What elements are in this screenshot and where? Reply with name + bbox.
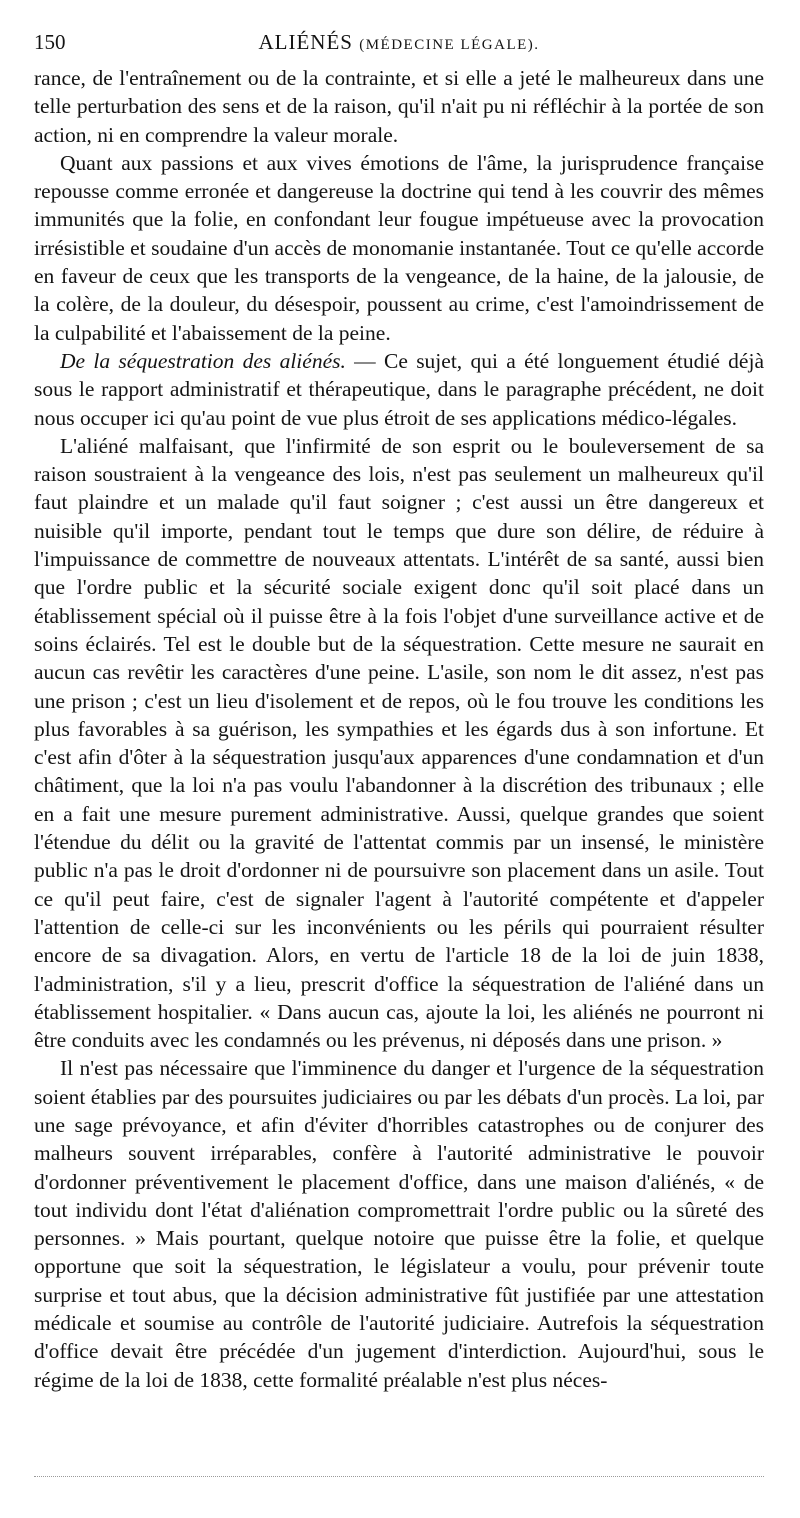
body-text [34,64,764,1394]
paragraph-passions: Quant aux passions et aux vives émotions de l'âme, la jurisprudence française repousse comme erronée et dangereuse la doctrine qui tend à les couvrir des mêmes immunités que la folie, en confondant leur fougue impétueuse avec la provocation irrésistible et soudaine d'un accès de monomanie instantanée. Tout ce qu'elle accorde en faveur de ceux que les transports de la vengeance, de la haine, de la jalousie, de la colère, de la douleur, du désespoir, poussent au crime, c'est l'amoindrissement de la culpabilité et l'abaissement de la peine. [34,150,764,345]
paragraph-urgence: Il n'est pas nécessaire que l'imminence du danger et l'urgence de la séquestration soient établies par des poursuites judiciaires ou par les débats d'un procès. La loi, par une sage prévoyance, et afin d'éviter d'horribles catastrophes ou de conjurer des malheurs souvent irréparables, confère à l'autorité administrative le pouvoir d'ordonner préventivement le placement d'office, dans une maison d'aliénés, « de tout individu dont l'état d'aliénation compromettrait l'ordre public ou la sûreté des personnes. » Mais pourtant, quelque notoire que puisse être la folie, et quelque opportune que soit la séquestration, le législateur a voulu, pour prévenir toute surprise et tout abus, que la décision administrative fût justifiée par une attestation médicale et soumise au contrôle de l'autorité judiciaire. Autrefois la séquestration d'office devait être précédée d'un jugement d'interdiction. Aujourd'hui, sous le régime de la loi de 1838, cette formalité préalable n'est plus néces- [34,1056,764,1392]
section-intro-text: — Ce sujet, qui a été longuement étudié déjà sous le rapport administratif et thérapeutique, dans le paragraphe précédent, ne doit nous occuper ici qu'au point de vue plus étroit de ses applications médico-légales. [34,348,764,430]
running-title [34,30,764,55]
running-header [34,30,764,62]
running-title-subtitle: (MÉDECINE LÉGALE). [359,37,540,53]
paragraph-sequestration-intro [34,347,764,432]
section-heading: De la séquestration des aliénés. [60,348,346,373]
running-title-main: ALIÉNÉS [258,30,353,54]
footer-rule [34,1476,764,1477]
paragraph-alienated-malfaisant: L'aliéné malfaisant, que l'infirmité de son esprit ou le bouleversement de sa raison soustraient à la vengeance des lois, n'est pas seulement un malheureux qu'il faut plaindre et un malade qu'il faut soigner ; c'est aussi un être dangereux et nuisible qu'il importe, pendant tout le temps que dure son délire, de réduire à l'impuissance de commettre de nouveaux attentats. L'intérêt de sa santé, aussi bien que l'ordre public et la sécurité sociale exigent donc qu'il soit placé dans un établissement spécial où il puisse être à la fois l'objet d'une surveillance active et de soins éclairés. Tel est le double but de la séquestration. Cette mesure ne saurait en aucun cas revêtir les caractères d'une peine. L'asile, son nom le dit assez, n'est pas une prison ; c'est un lieu d'isolement et de repos, où le fou trouve les conditions les plus favorables à sa guérison, les sympathies et les égards dus à son infortune. Et c'est afin d'ôter à la séquestration jusqu'aux apparences d'une condamnation et d'un châtiment, que la loi n'a pas voulu l'abandonner à la discrétion des tribunaux ; elle en a fait une mesure purement administrative. Aussi, quelque grandes que soient l'étendue du délit ou la gravité de l'attentat commis par un insensé, le ministère public n'a pas le droit d'ordonner ni de poursuivre son placement dans un asile. Tout ce qu'il peut faire, c'est de signaler l'agent à l'autorité compétente et d'appeler l'attention de celle-ci sur les inconvénients ou les périls qui pourraient résulter encore de sa divagation. Alors, en vertu de l'article 18 de la loi de juin 1838, l'administration, s'il y a lieu, prescrit d'office la séquestration de l'aliéné dans un établissement hospitalier. « Dans aucun cas, ajoute la loi, les aliénés ne pourront ni être conduits avec les condamnés ou les prévenus, ni déposés dans une prison. » [34,433,764,1053]
page-number: 150 [34,30,66,54]
paragraph-continuation: rance, de l'entraînement ou de la contrainte, et si elle a jeté le malheureux dans une telle perturbation des sens et de la raison, qu'il n'ait pu ni réfléchir à la portée de son action, ni en comprendre la valeur morale. [34,66,764,147]
